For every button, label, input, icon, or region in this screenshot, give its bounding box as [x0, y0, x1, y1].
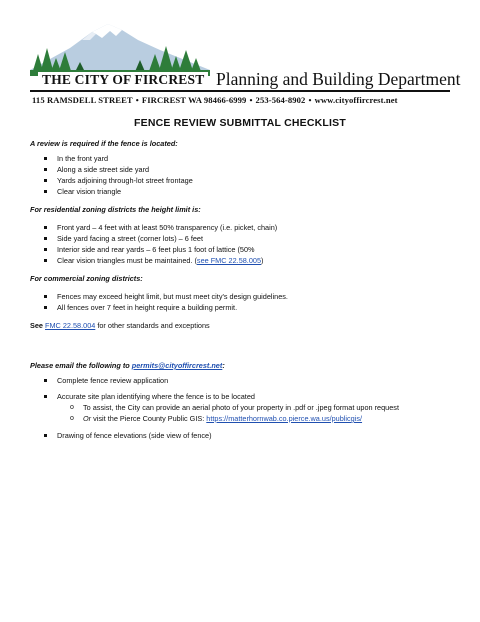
letterhead	[30, 18, 461, 110]
phone-number: 253-564-8902	[255, 95, 306, 105]
residential-heading: For residential zoning districts the height limit is:	[30, 205, 201, 214]
fmc-22-58-004-link[interactable]: FMC 22.58.004	[45, 321, 96, 330]
list-item: Yards adjoining through-lot street frontage	[44, 175, 193, 186]
commercial-list	[44, 291, 288, 313]
list-item: Fences may exceed height limit, but must meet city's design guidelines.	[44, 291, 288, 302]
list-item: Clear vision triangles must be maintained. (see FMC 22.58.005)	[44, 255, 277, 266]
bullet-icon	[44, 248, 47, 251]
bullet-icon	[44, 434, 47, 437]
bullet-icon	[44, 190, 47, 193]
list-item: Accurate site plan identifying where the fence is to be located	[44, 391, 255, 402]
review-heading: A review is required if the fence is located:	[30, 139, 178, 148]
list-item: Clear vision triangle	[44, 186, 193, 197]
list-item: Interior side and rear yards – 6 feet plus 1 foot of lattice (50%	[44, 244, 277, 255]
site-plan-sub-list	[70, 402, 399, 424]
list-item: Side yard facing a street (corner lots) – 6 feet	[44, 233, 277, 244]
website: www.cityoffircrest.net	[314, 95, 398, 105]
bullet-icon	[44, 379, 47, 382]
email-heading: Please email the following to permits@cityoffircrest.net:	[30, 361, 225, 370]
circle-bullet-icon: o	[70, 415, 74, 422]
list-item: All fences over 7 feet in height require a building permit.	[44, 302, 288, 313]
email-link[interactable]: permits@cityoffircrest.net	[131, 361, 223, 370]
review-list	[44, 153, 193, 197]
list-item: Front yard – 4 feet with at least 50% transparency (i.e. picket, chain)	[44, 222, 277, 233]
sub-list-item: o To assist, the City can provide an aerial photo of your property in .pdf or .jpeg format upon request	[70, 403, 399, 412]
email-list-1	[44, 375, 168, 386]
bullet-icon	[44, 295, 47, 298]
city-state-zip: FIRCREST WA 98466-6999	[141, 95, 247, 105]
street-address: 115 RAMSDELL STREET	[32, 95, 133, 105]
pierce-county-gis-link[interactable]: https://matterhornwab.co.pierce.wa.us/publicgis/	[206, 414, 363, 423]
residential-list	[44, 222, 277, 266]
list-item: In the front yard	[44, 153, 193, 164]
bullet-icon	[44, 168, 47, 171]
list-item: Complete fence review application	[44, 375, 168, 386]
fmc-22-58-005-link[interactable]: see FMC 22.58.005	[196, 256, 262, 265]
city-name: THE CITY OF FIRCREST	[38, 72, 208, 88]
letterhead-divider	[30, 90, 450, 92]
department-name: Planning and Building Department	[216, 69, 461, 89]
bullet-icon	[44, 226, 47, 229]
sub-list-item: o Or visit the Pierce County Public GIS: https://matterhornwab.co.pierce.wa.us/publicgis/	[70, 414, 363, 423]
email-list-3	[44, 430, 212, 441]
bullet-icon	[44, 237, 47, 240]
email-list-2	[44, 391, 255, 402]
page-title: FENCE REVIEW SUBMITTAL CHECKLIST	[134, 117, 346, 129]
bullet-icon	[44, 395, 47, 398]
bullet-icon	[44, 157, 47, 160]
bullet-icon	[44, 179, 47, 182]
address-line: 115 RAMSDELL STREET • FIRCREST WA 98466-6999 • 253-564-8902 • www.cityoffircrest.net	[32, 95, 398, 105]
list-item: Along a side street side yard	[44, 164, 193, 175]
see-standards-line: See FMC 22.58.004 for other standards and exceptions	[30, 321, 210, 330]
list-item: Drawing of fence elevations (side view of fence)	[44, 430, 212, 441]
bullet-icon	[44, 259, 47, 262]
circle-bullet-icon: o	[70, 404, 74, 411]
commercial-heading: For commercial zoning districts:	[30, 274, 143, 283]
bullet-icon	[44, 306, 47, 309]
